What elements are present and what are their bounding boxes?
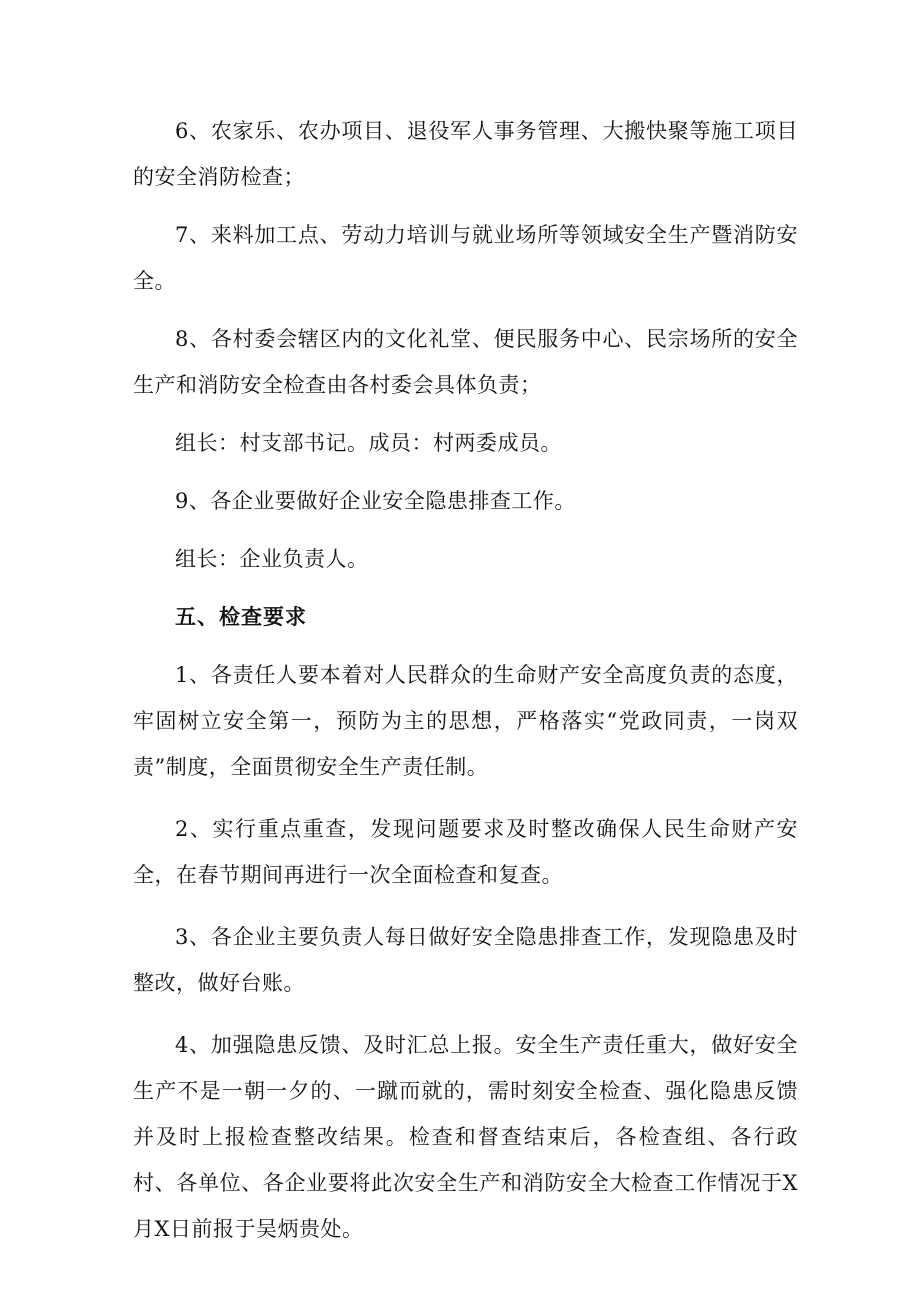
paragraph-enterprise-leader: 组长：企业负责人。: [175, 547, 369, 571]
paragraph-item-8: 8、各村委会辖区内的文化礼堂、便民服务中心、民宗场所的安全生产和消防安全检查由各村委会具体负责；: [133, 327, 798, 397]
section-heading-inspection-requirements: 五、检查要求: [175, 605, 307, 629]
paragraph-village-leader: 组长：村支部书记。成员：村两委成员。: [175, 431, 562, 455]
paragraph-item-7: 7、来料加工点、劳动力培训与就业场所等领域安全生产暨消防安全。: [133, 223, 798, 293]
document-body: [133, 108, 798, 1252]
requirement-1: 1、各责任人要本着对人民群众的生命财产安全高度负责的态度，牢固树立安全第一，预防为主的思想，严格落实“党政同责，一岗双责”制度，全面贯彻安全生产责任制。: [133, 663, 798, 779]
paragraph-item-9: 9、各企业要做好企业安全隐患排查工作。: [175, 489, 576, 513]
requirement-2: 2、实行重点重查，发现问题要求及时整改确保人民生命财产安全，在春节期间再进行一次全面检查和复查。: [133, 817, 798, 887]
paragraph-item-6: 6、农家乐、农办项目、退役军人事务管理、大搬快聚等施工项目的安全消防检查；: [133, 119, 798, 189]
requirement-3: 3、各企业主要负责人每日做好安全隐患排查工作，发现隐患及时整改，做好台账。: [133, 925, 798, 995]
requirement-4: 4、加强隐患反馈、及时汇总上报。安全生产责任重大，做好安全生产不是一朝一夕的、一蹴而就的，需时刻安全检查、强化隐患反馈并及时上报检查整改结果。检查和督查结束后，各检查组、各行政村、各单位、各企业要将此次安全生产和消防安全大检查工作情况于X月X日前报于吴炳贵处。: [133, 1033, 798, 1241]
